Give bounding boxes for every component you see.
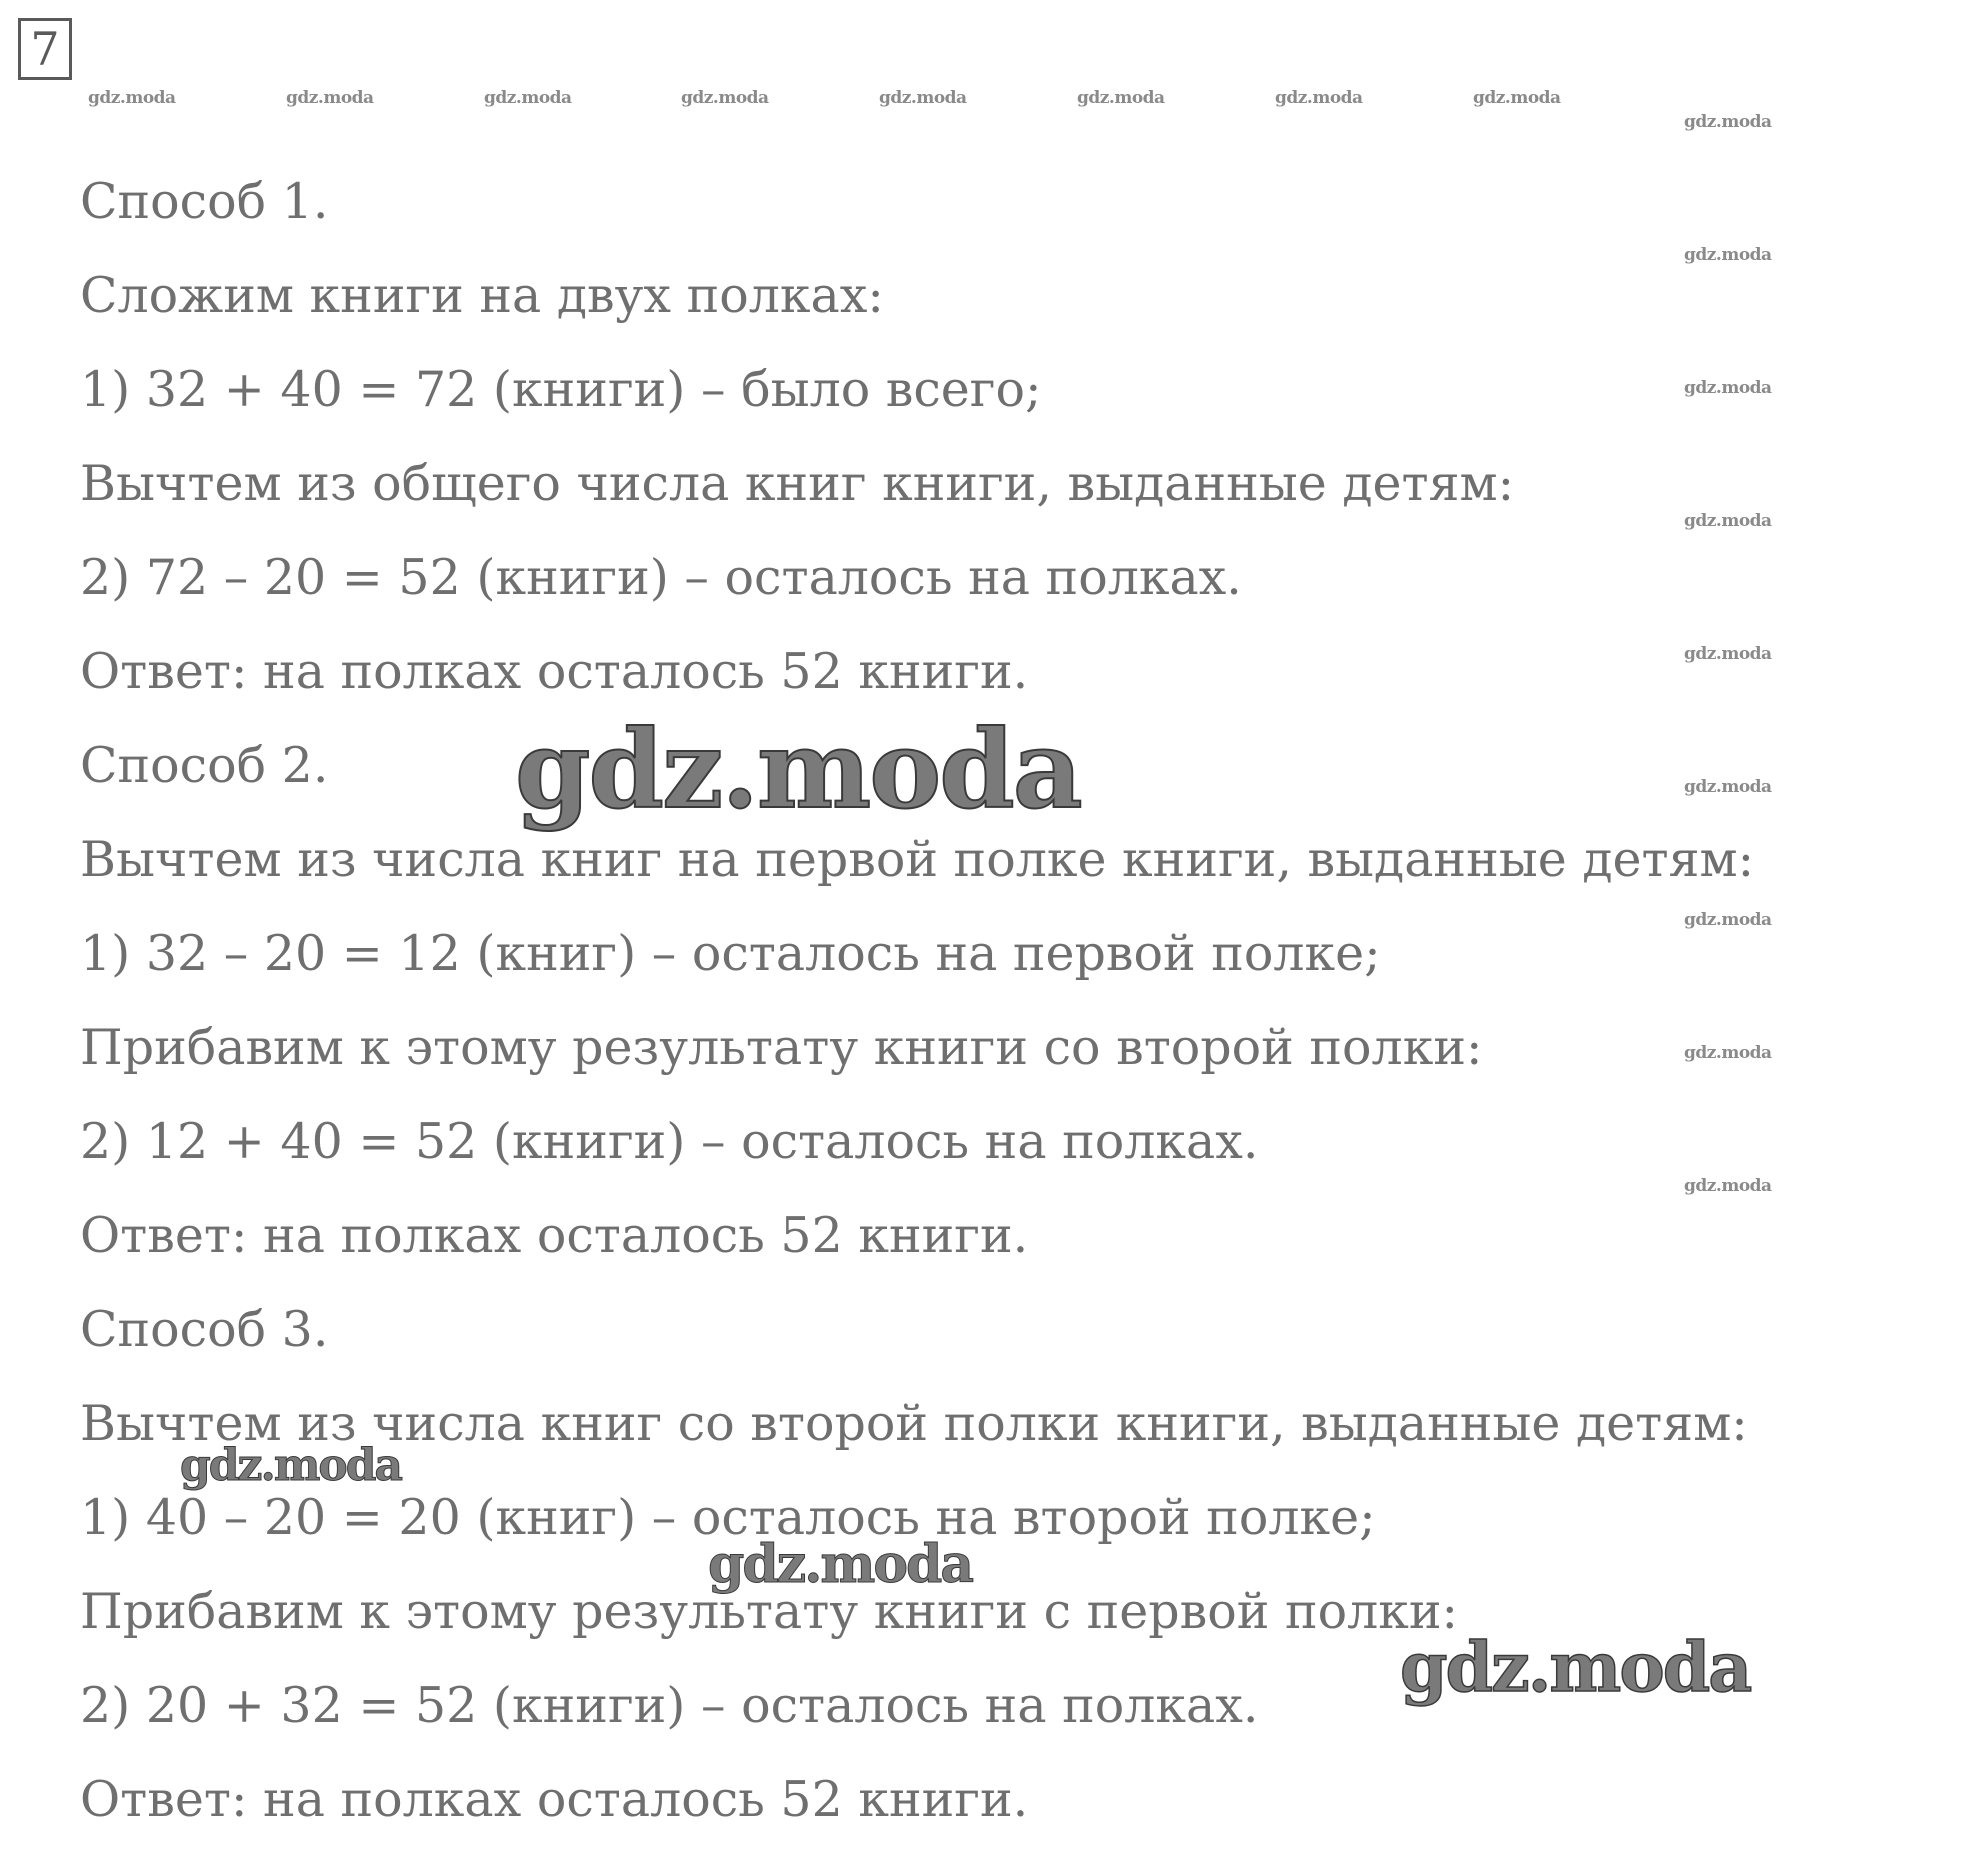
watermark-small: gdz.moda — [879, 88, 967, 108]
equation-line: 1) 32 – 20 = 12 (книг) – осталось на первой полке; — [80, 925, 1381, 982]
method-1-heading: Способ 1. — [80, 173, 329, 230]
watermark-small: gdz.moda — [1684, 1043, 1772, 1063]
watermark-small: gdz.moda — [681, 88, 769, 108]
text-line: Вычтем из числа книг со второй полки книги, выданные детям: — [80, 1395, 1748, 1452]
watermark-large: gdz.moda — [180, 1440, 402, 1491]
equation-line: 1) 32 + 40 = 72 (книги) – было всего; — [80, 361, 1042, 418]
answer-line: Ответ: на полках осталось 52 книги. — [80, 643, 1029, 700]
text-line: Вычтем из общего числа книг книги, выданные детям: — [80, 455, 1515, 512]
watermark-small: gdz.moda — [286, 88, 374, 108]
watermark-small: gdz.moda — [1077, 88, 1165, 108]
equation-line: 2) 72 – 20 = 52 (книги) – осталось на полках. — [80, 549, 1242, 606]
method-3-heading: Способ 3. — [80, 1301, 329, 1358]
watermark-large: gdz.moda — [708, 1534, 973, 1595]
text-line: Сложим книги на двух полках: — [80, 267, 884, 324]
text-line: Прибавим к этому результату книги с первой полки: — [80, 1583, 1459, 1640]
equation-line: 1) 40 – 20 = 20 (книг) – осталось на второй полке; — [80, 1489, 1376, 1546]
watermark-small: gdz.moda — [1684, 112, 1772, 132]
text-line: Вычтем из числа книг на первой полке книги, выданные детям: — [80, 831, 1755, 888]
watermark-small: gdz.moda — [1684, 777, 1772, 797]
watermark-small: gdz.moda — [1684, 910, 1772, 930]
answer-line: Ответ: на полках осталось 52 книги. — [80, 1771, 1029, 1828]
watermark-small: gdz.moda — [1473, 88, 1561, 108]
method-2-heading: Способ 2. — [80, 737, 329, 794]
watermark-small: gdz.moda — [1684, 511, 1772, 531]
text-line: Прибавим к этому результату книги со второй полки: — [80, 1019, 1483, 1076]
equation-line: 2) 12 + 40 = 52 (книги) – осталось на полках. — [80, 1113, 1259, 1170]
watermark-small: gdz.moda — [88, 88, 176, 108]
watermark-small: gdz.moda — [1684, 245, 1772, 265]
watermark-small: gdz.moda — [1684, 644, 1772, 664]
watermark-small: gdz.moda — [1684, 1176, 1772, 1196]
task-number-box: 7 — [18, 18, 72, 80]
equation-line: 2) 20 + 32 = 52 (книги) – осталось на полках. — [80, 1677, 1259, 1734]
watermark-small: gdz.moda — [1275, 88, 1363, 108]
watermark-small: gdz.moda — [484, 88, 572, 108]
watermark-small: gdz.moda — [1684, 378, 1772, 398]
watermark-large: gdz.moda — [515, 707, 1081, 833]
watermark-large: gdz.moda — [1400, 1628, 1751, 1708]
answer-line: Ответ: на полках осталось 52 книги. — [80, 1207, 1029, 1264]
